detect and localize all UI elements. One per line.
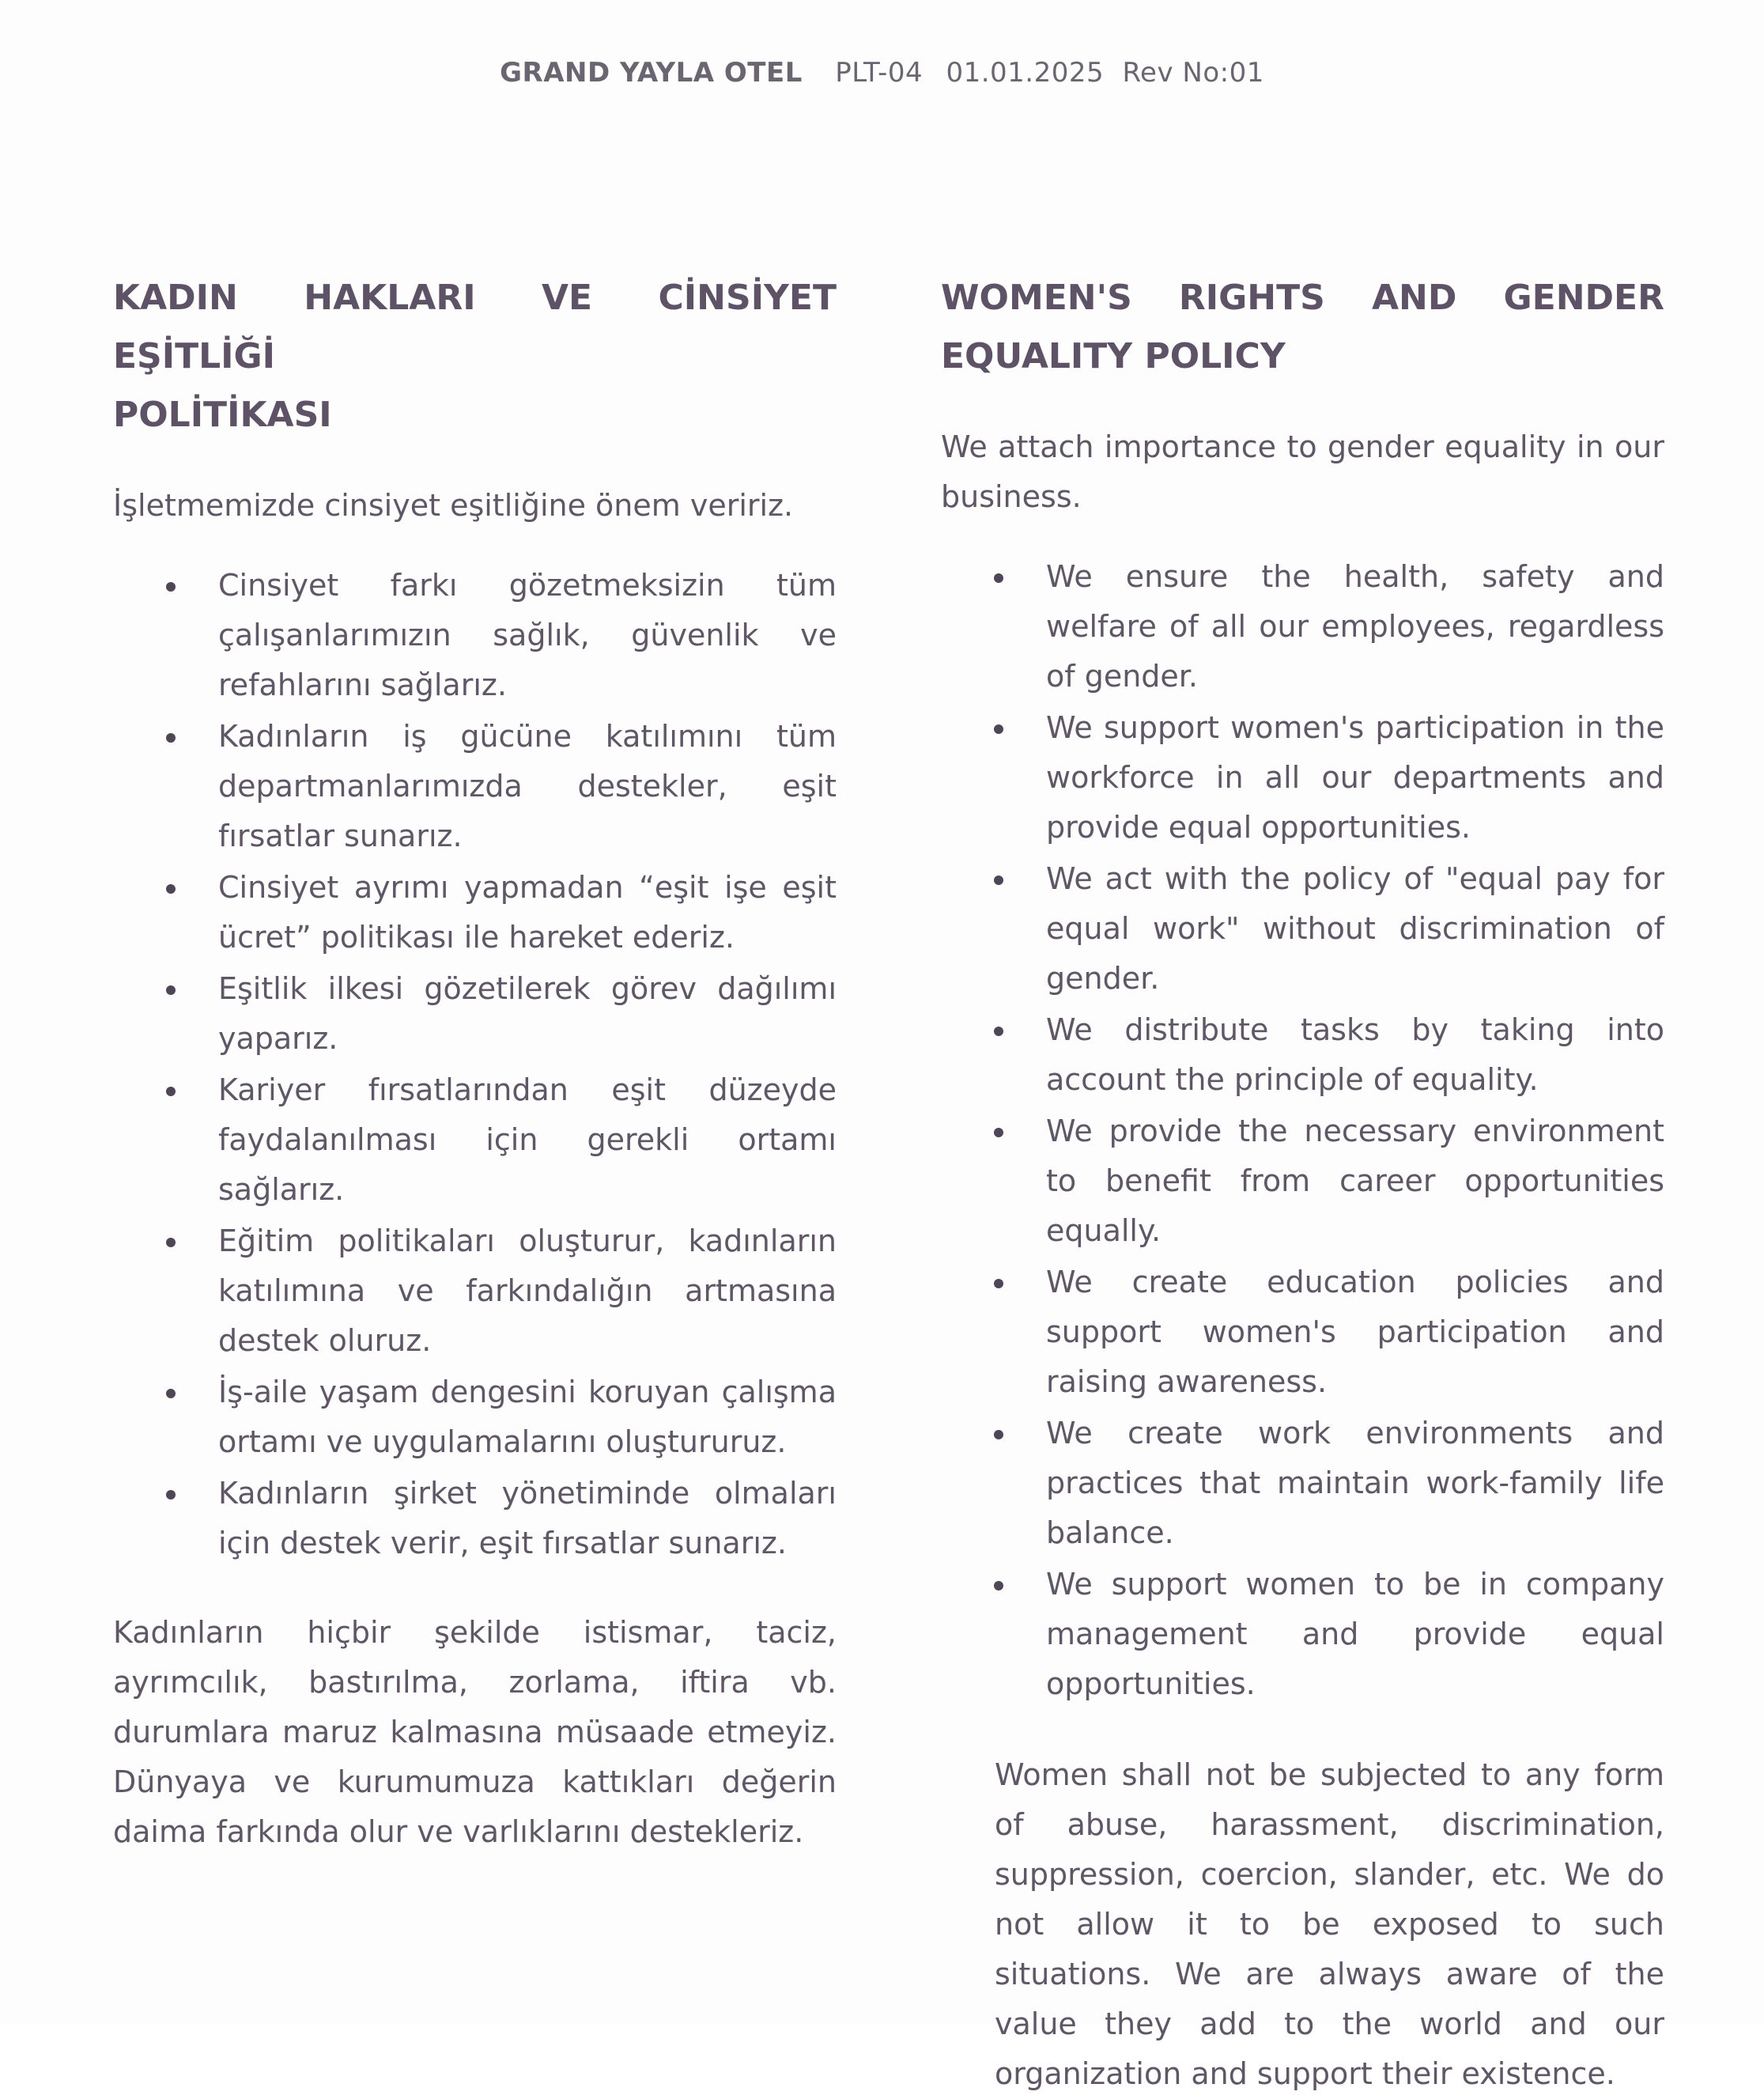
list-item bbox=[113, 1065, 837, 1215]
bullet-icon bbox=[166, 884, 176, 894]
english-title-line1: WOMEN'S RIGHTS AND GENDER bbox=[941, 278, 1664, 318]
list-item bbox=[113, 1367, 837, 1467]
bullet-icon bbox=[994, 1027, 1003, 1036]
turkish-intro: İşletmemizde cinsiyet eşitliğine önem veririz. bbox=[113, 488, 794, 523]
bullet-icon bbox=[166, 1238, 176, 1247]
list-item bbox=[941, 1005, 1664, 1105]
list-item-text: Kadınların şirket yönetiminde olmaları için destek verir, eşit fırsatlar sunarız. bbox=[218, 1476, 837, 1560]
turkish-closing-paragraph: Kadınların hiçbir şekilde istismar, taciz, ayrımcılık, bastırılma, zorlama, iftira vb. durumlara maruz kalmasına müsaade etmeyiz. Dünyaya ve kurumumuza kattıkları değerin daima farkında olur ve varlıklarını destekleriz. bbox=[113, 1615, 837, 1849]
list-item bbox=[941, 552, 1664, 702]
list-item bbox=[941, 1560, 1664, 1709]
list-item bbox=[113, 1469, 837, 1568]
document-date: 01.01.2025 bbox=[946, 57, 1105, 89]
list-item-text: We create work environments and practices that maintain work-family life balance. bbox=[1046, 1416, 1664, 1550]
bullet-icon bbox=[166, 582, 176, 592]
list-item-text: Cinsiyet farkı gözetmeksizin tüm çalışanlarımızın sağlık, güvenlik ve refahlarını sağlarız. bbox=[218, 568, 837, 702]
list-item-text: We ensure the health, safety and welfare of all our employees, regardless of gender. bbox=[1046, 559, 1664, 694]
bullet-icon bbox=[994, 1581, 1003, 1590]
document-code: PLT-04 bbox=[835, 57, 924, 89]
list-item bbox=[113, 561, 837, 710]
list-item-text: We create education policies and support women's participation and raising awareness. bbox=[1046, 1265, 1664, 1399]
bullet-icon bbox=[166, 1389, 176, 1398]
turkish-bullet-list bbox=[113, 561, 837, 1568]
turkish-title-line2: POLİTİKASI bbox=[113, 395, 332, 435]
list-item-text: We distribute tasks by taking into account the principle of equality. bbox=[1046, 1012, 1664, 1097]
bullet-icon bbox=[166, 985, 176, 995]
list-item bbox=[113, 712, 837, 861]
bullet-icon bbox=[994, 1279, 1003, 1288]
company-name: GRAND YAYLA OTEL bbox=[500, 57, 803, 89]
list-item bbox=[941, 1258, 1664, 1407]
english-title-line2: EQUALITY POLICY bbox=[941, 336, 1286, 376]
list-item bbox=[941, 703, 1664, 853]
turkish-column bbox=[113, 269, 837, 1857]
list-item-text: We act with the policy of "equal pay for equal work" without discrimination of gender. bbox=[1046, 861, 1664, 996]
english-intro: We attach importance to gender equality in our business. bbox=[941, 429, 1664, 514]
list-item-text: Eğitim politikaları oluşturur, kadınların katılımına ve farkındalığın artmasına destek oluruz. bbox=[218, 1223, 837, 1358]
bullet-icon bbox=[994, 1430, 1003, 1439]
bullet-icon bbox=[166, 733, 176, 743]
document-header bbox=[0, 57, 1764, 89]
bullet-icon bbox=[166, 1490, 176, 1500]
bullet-icon bbox=[166, 1087, 176, 1096]
english-column bbox=[941, 269, 1664, 2099]
list-item bbox=[941, 1106, 1664, 1256]
list-item-text: We support women to be in company management and provide equal opportunities. bbox=[1046, 1567, 1664, 1701]
bullet-icon bbox=[994, 876, 1003, 885]
bullet-icon bbox=[994, 724, 1003, 734]
english-bullet-list bbox=[941, 552, 1664, 1709]
english-closing-paragraph: Women shall not be subjected to any form of abuse, harassment, discrimination, suppression, coercion, slander, etc. We do not allow it to be exposed to such situations. We are always aware of the value they add to the world and our organization and support their existence. bbox=[995, 1757, 1664, 2091]
list-item bbox=[113, 1216, 837, 1366]
list-item-text: Kariyer fırsatlarından eşit düzeyde faydalanılması için gerekli ortamı sağlarız. bbox=[218, 1072, 837, 1207]
turkish-title-line1: KADIN HAKLARI VE CİNSİYET EŞİTLİĞİ bbox=[113, 278, 837, 376]
list-item bbox=[941, 854, 1664, 1004]
list-item-text: İş-aile yaşam dengesini koruyan çalışma ortamı ve uygulamalarını oluştururuz. bbox=[218, 1375, 837, 1459]
list-item-text: Kadınların iş gücüne katılımını tüm departmanlarımızda destekler, eşit fırsatlar sunarız. bbox=[218, 719, 837, 853]
list-item-text: Cinsiyet ayrımı yapmadan “eşit işe eşit ücret” politikası ile hareket ederiz. bbox=[218, 870, 837, 955]
list-item bbox=[113, 964, 837, 1064]
list-item bbox=[113, 863, 837, 963]
revision-number: Rev No:01 bbox=[1122, 57, 1264, 89]
list-item-text: We support women's participation in the workforce in all our departments and provide equal opportunities. bbox=[1046, 710, 1664, 845]
list-item-text: We provide the necessary environment to benefit from career opportunities equally. bbox=[1046, 1114, 1664, 1248]
list-item-text: Eşitlik ilkesi gözetilerek görev dağılımı yaparız. bbox=[218, 971, 837, 1056]
list-item bbox=[941, 1409, 1664, 1558]
bullet-icon bbox=[994, 1128, 1003, 1137]
bullet-icon bbox=[994, 573, 1003, 583]
